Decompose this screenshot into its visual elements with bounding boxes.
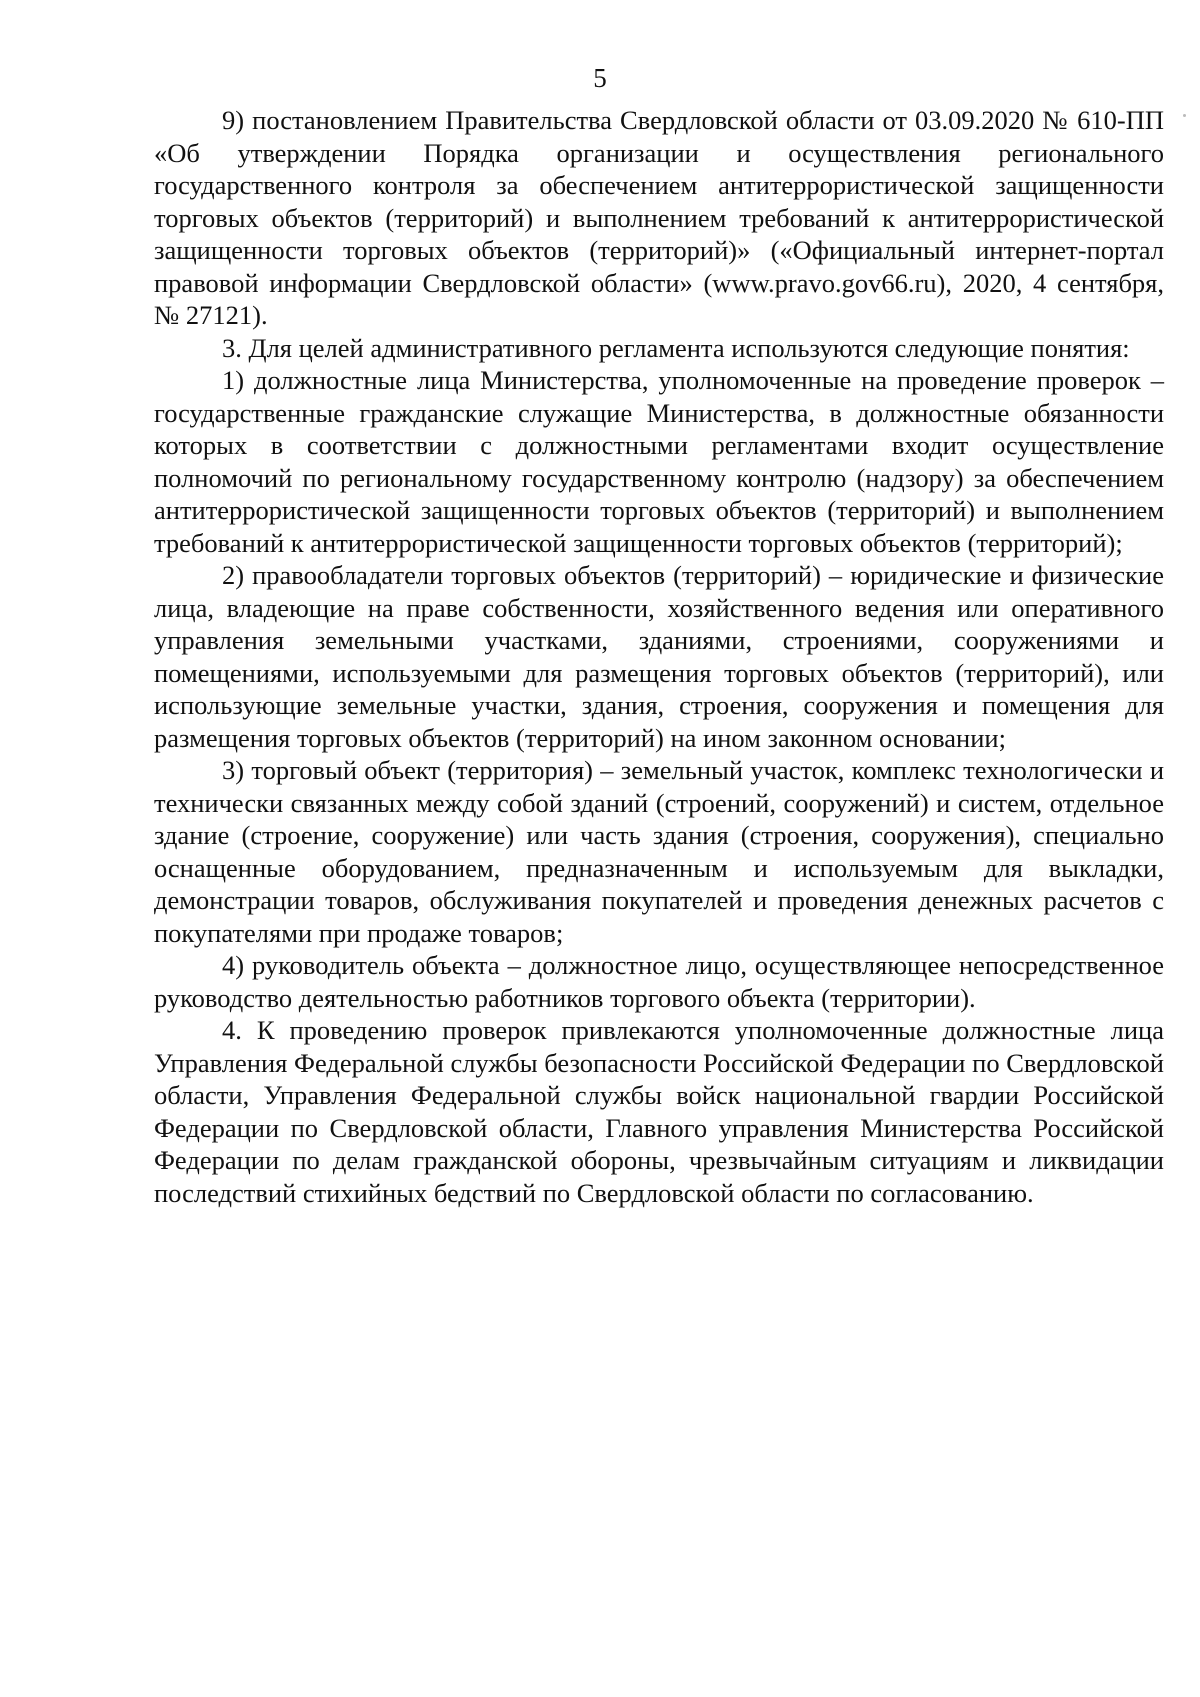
paragraph-definition-2: 2) правообладатели торговых объектов (территорий) – юридические и физические лица, владеющие на праве собственности, хозяйственного ведения или оперативного управления земельными участками, зданиями, строениями, сооружениями и помещениями, используемыми для размещения торговых объектов (территорий), или использующие земельные участки, здания, строения, сооружения и помещения для размещения торговых объектов (территорий) на ином законном основании; bbox=[154, 560, 1164, 753]
paragraph-section-3: 3. Для целей административного регламента используются следующие понятия: bbox=[222, 332, 1130, 363]
page-number: 5 bbox=[593, 63, 607, 93]
paragraph-item-9: 9) постановлением Правительства Свердловской области от 03.09.2020 № 610-ПП «Об утверждении Порядка организации и осуществления регионального государственного контроля за обеспечением антитеррористической защищенности торговых объектов (территорий) и выполнением требований к антитеррористической защищенности торговых объектов (территорий)» («Официальный интернет-портал правовой информации Свердловской области» (www.pravo.gov66.ru), 2020, 4 сентября, № 27121). bbox=[154, 105, 1164, 330]
paragraph-definition-4: 4) руководитель объекта – должностное лицо, осуществляющее непосредственное руководство деятельностью работников торгового объекта (территории). bbox=[154, 950, 1164, 1013]
paragraph-definition-3: 3) торговый объект (территория) – земельный участок, комплекс технологически и технически связанных между собой зданий (строений, сооружений) и систем, отдельное здание (строение, сооружение) или часть здания (строения, сооружения), специально оснащенные оборудованием, предназначенным и используемым для выкладки, демонстрации товаров, обслуживания покупателей и проведения денежных расчетов с покупателями при продаже товаров; bbox=[154, 755, 1164, 948]
paragraph-definition-1: 1) должностные лица Министерства, уполномоченные на проведение проверок – государственные гражданские служащие Министерства, в должностные обязанности которых в соответствии с должностными регламентами входит осуществление полномочий по региональному государственному контролю (надзору) за обеспечением антитеррористической защищенности торговых объектов (территорий) и выполнением требований к антитеррористической защищенности торговых объектов (территорий); bbox=[154, 365, 1164, 558]
scan-artifact-dot bbox=[1183, 114, 1186, 117]
paragraph-section-4: 4. К проведению проверок привлекаются уполномоченные должностные лица Управления Федеральной службы безопасности Российской Федерации по Свердловской области, Управления Федеральной службы войск национальной гвардии Российской Федерации по Свердловской области, Главного управления Министерства Российской Федерации по делам гражданской обороны, чрезвычайным ситуациям и ликвидации последствий стихийных бедствий по Свердловской области по согласованию. bbox=[154, 1015, 1164, 1208]
document-body bbox=[154, 104, 1164, 1209]
